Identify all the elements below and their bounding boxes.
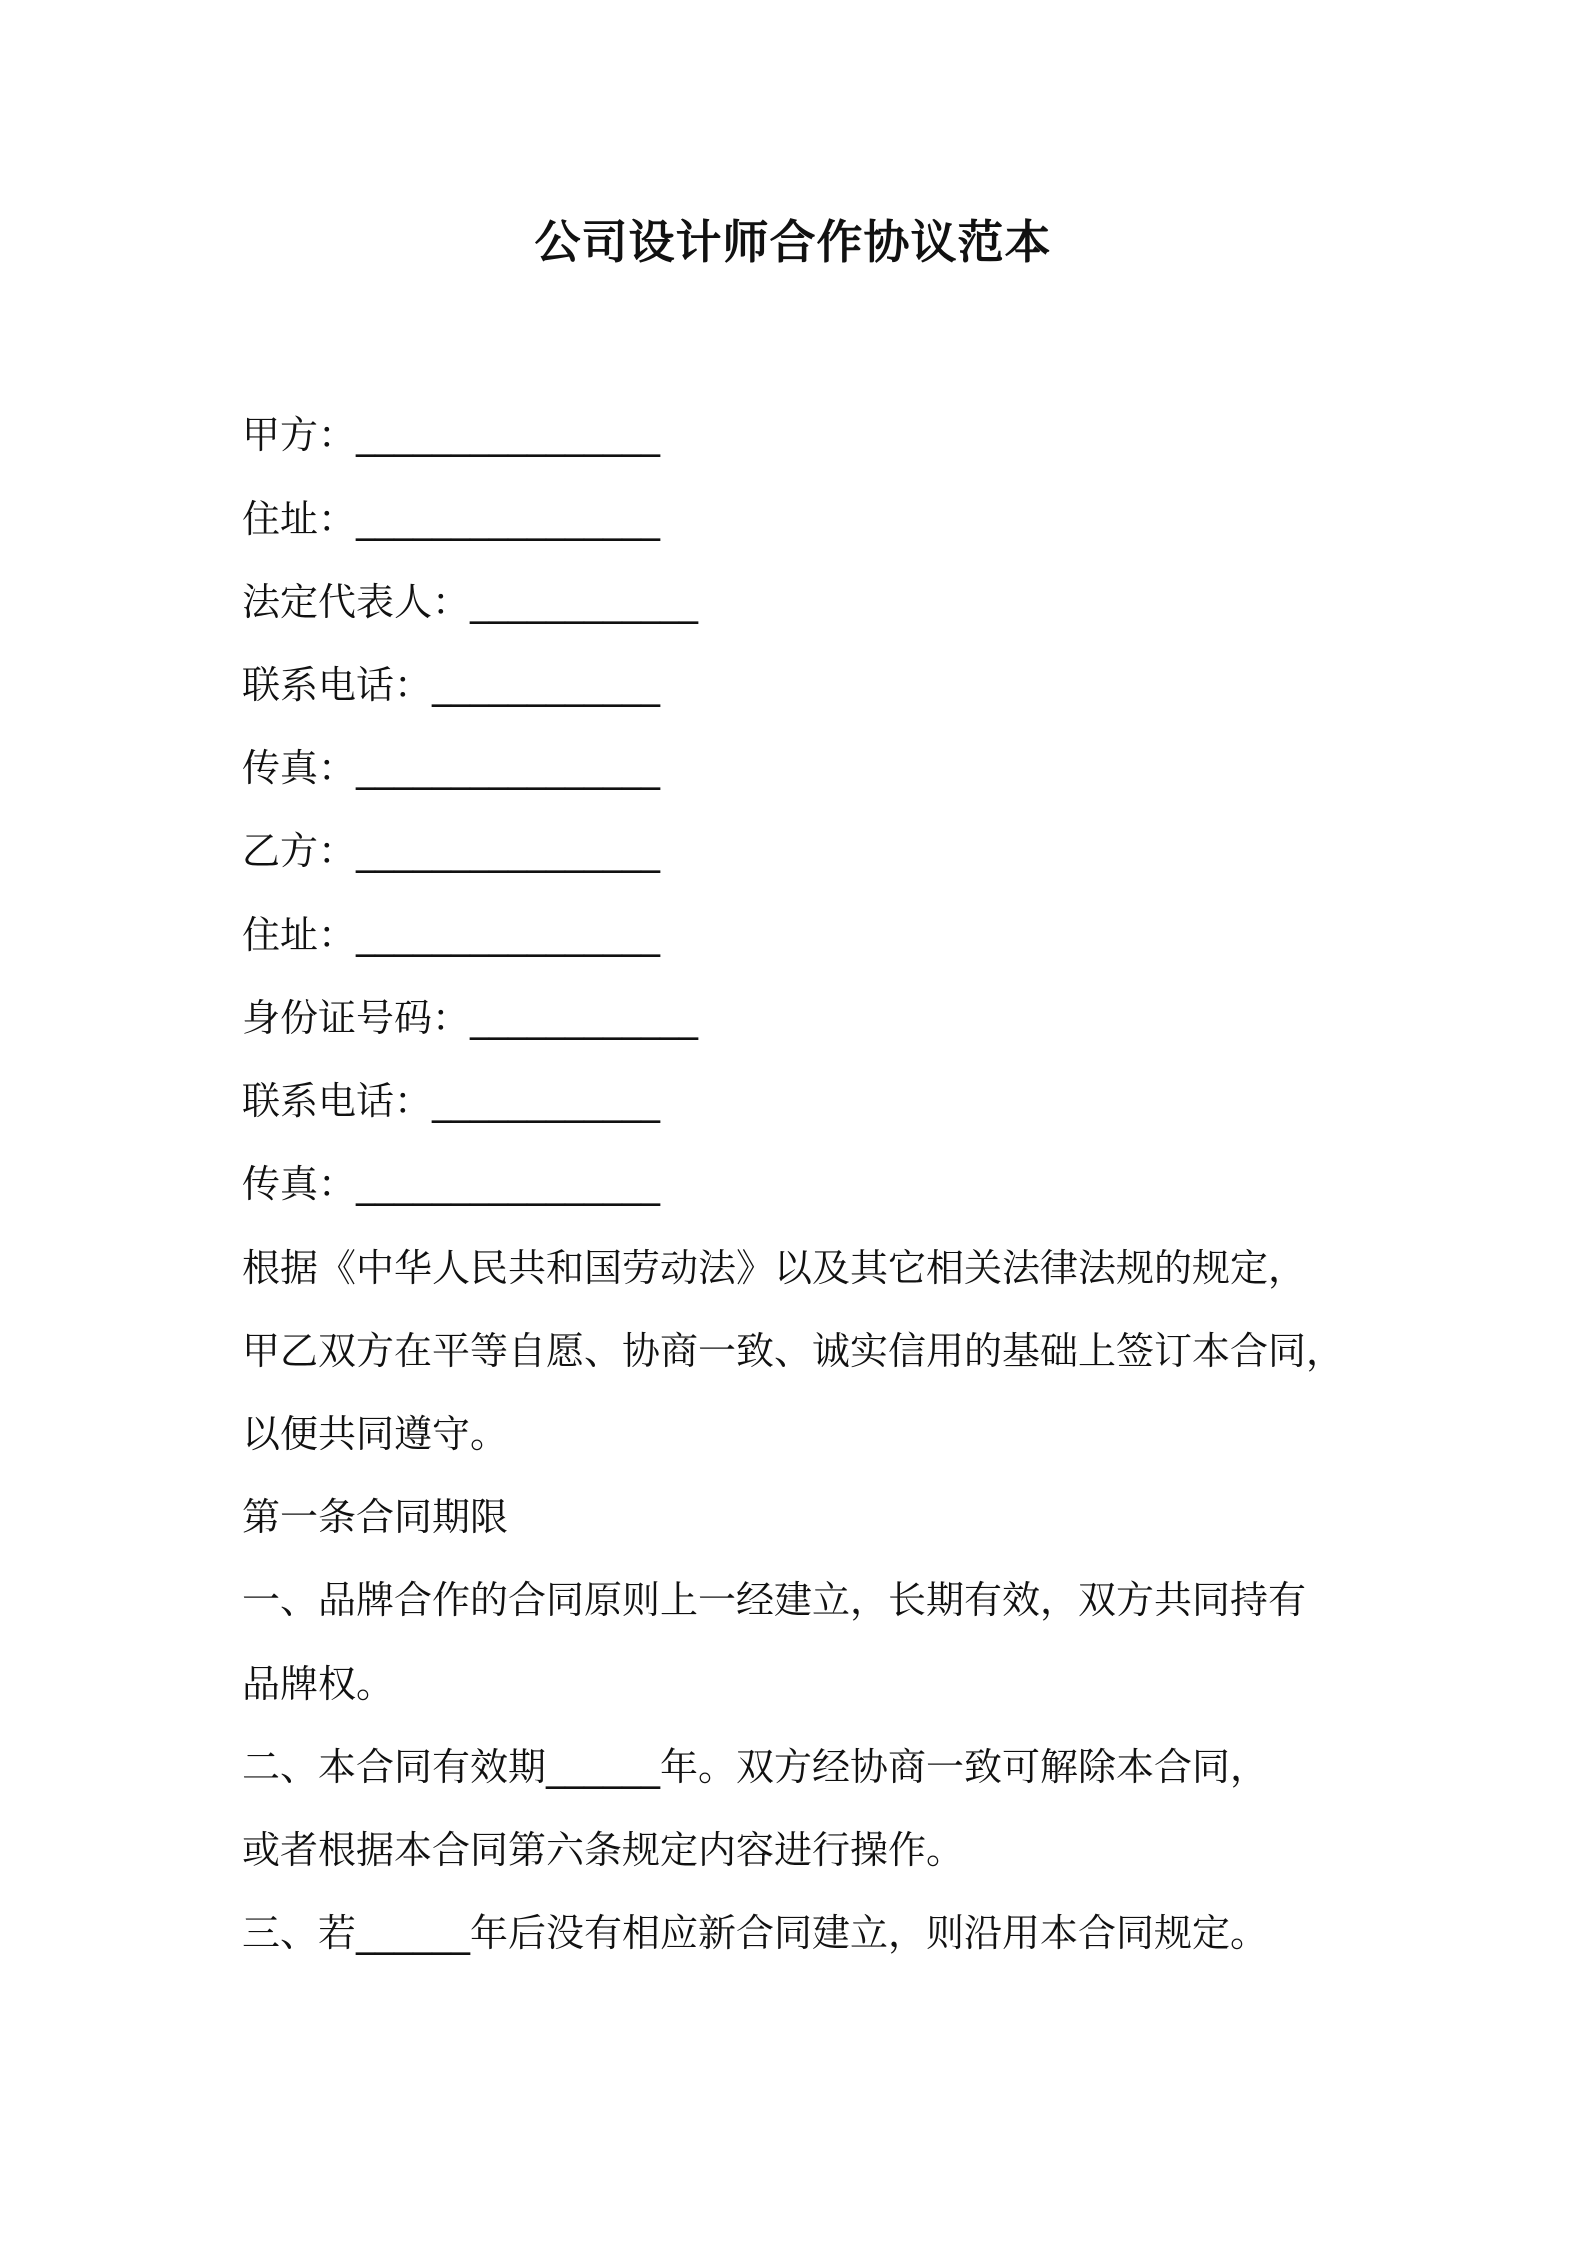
party-a-fax-field: 传真：________________	[242, 746, 661, 790]
party-b-phone-field: 联系电话：____________	[242, 1079, 661, 1123]
party-a-phone-field: 联系电话：____________	[242, 663, 661, 707]
clause-line: 二、本合同有效期______年。双方经协商一致可解除本合同，	[242, 1745, 1269, 1789]
preamble-line: 以便共同遵守。	[242, 1412, 509, 1456]
clause-line: 品牌权。	[242, 1662, 395, 1706]
party-b-id-number-field: 身份证号码：____________	[242, 996, 699, 1040]
preamble-line: 根据《中华人民共和国劳动法》以及其它相关法律法规的规定，	[242, 1246, 1307, 1290]
party-a-address-field: 住址：________________	[242, 497, 661, 541]
party-b-address-field: 住址：________________	[242, 913, 661, 957]
document-title: 公司设计师合作协议范本	[534, 215, 1052, 269]
party-b-fax-field: 传真：________________	[242, 1162, 661, 1206]
party-a-legal-rep-field: 法定代表人：____________	[242, 580, 699, 624]
clause-line: 三、若______年后没有相应新合同建立，则沿用本合同规定。	[242, 1911, 1269, 1955]
party-a-name-field: 甲方：________________	[242, 413, 661, 457]
clause-line: 或者根据本合同第六条规定内容进行操作。	[242, 1828, 965, 1872]
preamble-line: 甲乙双方在平等自愿、协商一致、诚实信用的基础上签订本合同，	[242, 1329, 1345, 1373]
party-b-name-field: 乙方：________________	[242, 829, 661, 873]
clause-line: 一、品牌合作的合同原则上一经建立，长期有效，双方共同持有	[242, 1578, 1307, 1622]
article-heading: 第一条合同期限	[242, 1495, 509, 1539]
